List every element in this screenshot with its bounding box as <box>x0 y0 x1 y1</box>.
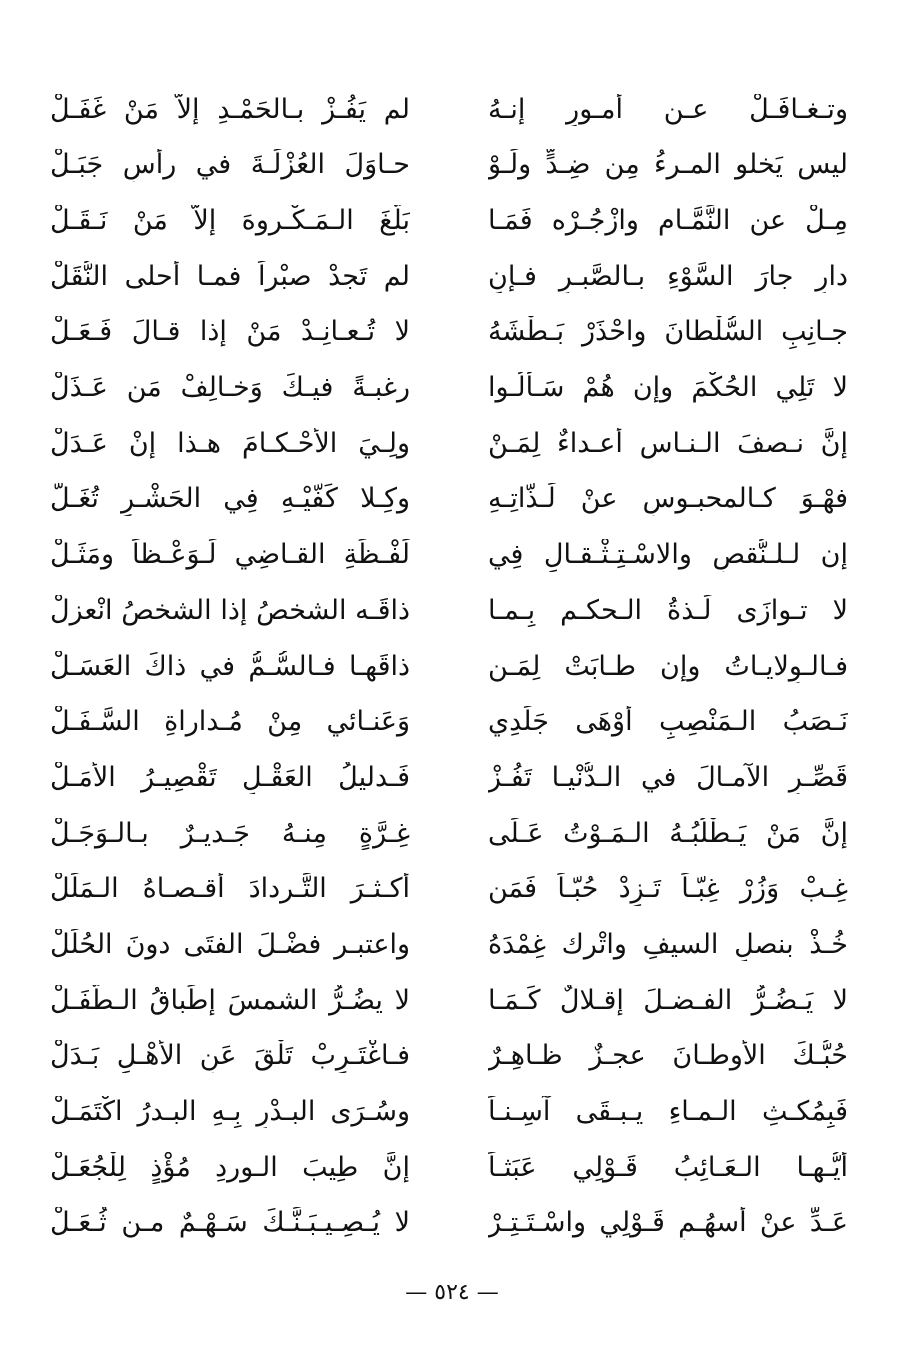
verse-second-hemistich: لا تُـعـانِـدْ مَنْ إذا قـالَ فَـعَـلْ <box>50 316 410 348</box>
verse-line <box>50 917 848 973</box>
verse-first-hemistich: إنَّ مَنْ يَـطْلُبُـهُ الـمَـوْتُ عَـلَى <box>488 817 848 849</box>
verse-first-hemistich: لا تَلِي الحُكْمَ وإن هُمْ سَـألُـوا <box>488 372 848 404</box>
verse-first-hemistich: فـالـوِلايـاتُ وإن طـابَتْ لِمَـن <box>488 650 848 682</box>
verse-line <box>50 138 848 194</box>
verse-first-hemistich: خُـذْ بنصلِ السيفِ واتْرك غِمْدَهُ <box>488 928 848 960</box>
verse-first-hemistich: لا تـوازَى لَـذةُ الـحكـمِ بِـمـا <box>488 594 848 626</box>
verse-first-hemistich: إنَّ نـصفَ الـنـاسِ أعـداءٌ لِمَـنْ <box>488 427 848 459</box>
verse-first-hemistich: لا يَـضُـرُّ الفـضـلَ إقـلالٌ كَـمَـا <box>488 984 848 1016</box>
verse-second-hemistich: لَفْـظَةِ القـاضِي لَـوَعْـظاً ومَثَـلْ <box>50 539 410 571</box>
verse-second-hemistich: فـاغْتَـرِبْ تَلْقَ عَنِ الأهْـلِ بَـدَلْ <box>50 1040 410 1072</box>
verse-first-hemistich: إن لـلـنُّقصِ والاسْـتِـثْـقـالِ فِي <box>488 539 848 571</box>
verse-line <box>50 1140 848 1196</box>
verse-line <box>50 193 848 249</box>
verse-second-hemistich: وكِـلا كَفَّيْـهِ فِي الحَشْـرِ تُغَـلّ <box>50 483 410 515</box>
verse-first-hemistich: مِـلْ عنِ النَّمَّـامِ وازْجُـرْه فَمَـا <box>488 205 848 237</box>
verse-second-hemistich: حـاوَلَ العُزْلَـةَ في رأسِ جَبَـلْ <box>50 149 410 181</box>
verse-line <box>50 750 848 806</box>
verse-line <box>50 1196 848 1252</box>
verse-line <box>50 806 848 862</box>
page-number: — ٥٢٤ — <box>405 1280 499 1305</box>
verse-line <box>50 416 848 472</box>
verse-second-hemistich: لم تَجدْ صبْراً فمـا أحلى النُّقَلْ <box>50 260 410 292</box>
verse-line <box>50 472 848 528</box>
verse-second-hemistich: بَلَّغَ الـمَـكْـروهَ إلاَّ مَنْ نَـقَـلْ <box>50 205 410 237</box>
verse-second-hemistich: ذاقَـه الشخصُ إذا الشخصُ انْعزلْ <box>50 594 410 626</box>
verse-line <box>50 639 848 695</box>
verse-line <box>50 862 848 918</box>
verse-first-hemistich: نَـصَبُ الـمَنْصِبِ أوْهَى جَلَدِي <box>488 706 848 738</box>
verse-first-hemistich: جـانِبِ السُّلْطانَ واحْذَرْ بَـطْشَهُ <box>488 316 848 348</box>
poem-body <box>50 82 848 1251</box>
verse-line <box>50 360 848 416</box>
verse-second-hemistich: واعتبـر فضْـلَ الفتَى دونَ الحُلَلْ <box>50 928 410 960</box>
verse-line <box>50 1029 848 1085</box>
verse-second-hemistich: فَـدليلُ العَقْـلِ تَقْصِيـرُ الأمَـلْ <box>50 761 410 793</box>
verse-line <box>50 973 848 1029</box>
verse-line <box>50 305 848 361</box>
verse-second-hemistich: أكـثـرَ التَّـردادَ أقـصـاهُ الـمَلَلْ <box>50 873 410 905</box>
verse-first-hemistich: عَـدِّ عنْ أسهُـمِ قَـوْلِي واسْـتَـتِـرْ <box>488 1207 848 1239</box>
verse-second-hemistich: وَعَنـائي مِنْ مُـداراةِ السَّـفَـلْ <box>50 706 410 738</box>
verse-line <box>50 249 848 305</box>
verse-second-hemistich: ولِـيَ الأحْـكـامَ هـذا إنْ عَـدَلْ <box>50 427 410 459</box>
verse-second-hemistich: رغبـةً فيـكَ وَخـالِفْ مَن عَـذَلْ <box>50 372 410 404</box>
verse-first-hemistich: حُبُّـكَ الأوطـانَ عجـزٌ ظـاهِـرٌ <box>488 1040 848 1072</box>
verse-line <box>50 583 848 639</box>
verse-line <box>50 1084 848 1140</box>
verse-first-hemistich: أيُّـهـا الـعَـائِبُ قَـوْلِي عَبَثـاً <box>488 1151 848 1183</box>
verse-line <box>50 82 848 138</box>
verse-first-hemistich: ليس يَخلو المـرءُ مِن ضِـدٍّ ولَـوْ <box>488 149 848 181</box>
verse-first-hemistich: قَصِّـرِ الآمـالَ في الـدُّنْيـا تَفُـزْ <box>488 761 848 793</box>
verse-line <box>50 528 848 584</box>
verse-first-hemistich: دارِ جارَ السَّوْءِ بـالصَّبـرِ فـإنِ <box>488 260 848 292</box>
verse-line <box>50 695 848 751</box>
verse-second-hemistich: لا يضُـرُّ الشمسَ إطَباقُ الـطَّفَـلْ <box>50 984 410 1016</box>
verse-first-hemistich: غِـبْ وَزُرْ غِبّـاً تَـزِدْ حُبّـاً فَمَن <box>488 873 848 905</box>
verse-second-hemistich: لا يُـصِـيـبَـنَّـكَ سَـهْـمٌ مـن ثُـعَـلْ <box>50 1207 410 1239</box>
verse-second-hemistich: ذاقَهـا فـالسُّـمُّ في ذاكَ العَسَـلْ <box>50 650 410 682</box>
verse-first-hemistich: فهْـوَ كـالمحبـوسِ عنْ لَـذَّاتِـهِ <box>488 483 848 515</box>
verse-first-hemistich: وتـغـافَـلْ عـن أمـورٍ إنـهُ <box>488 93 848 125</box>
verse-first-hemistich: فَبِمُكـثِ الـمـاءِ يـبـقَى آسِـنـاً <box>488 1096 848 1128</box>
verse-second-hemistich: لم يَفُـزْ بـالحَمْـدِ إلاَّ مَنْ غَفَـلْ <box>50 93 410 125</box>
verse-second-hemistich: وسُـرَى البـدْرِ بِـهِ البـدرُ اكْتَمَـلْ <box>50 1096 410 1128</box>
verse-second-hemistich: غِـرَّةٍ مِنـهُ جَـديـرٌ بـالـوَجَـلْ <box>50 817 410 849</box>
verse-second-hemistich: إنَّ طِيبَ الـوردِ مُؤْذٍ لِلْجُعَـلْ <box>50 1151 410 1183</box>
